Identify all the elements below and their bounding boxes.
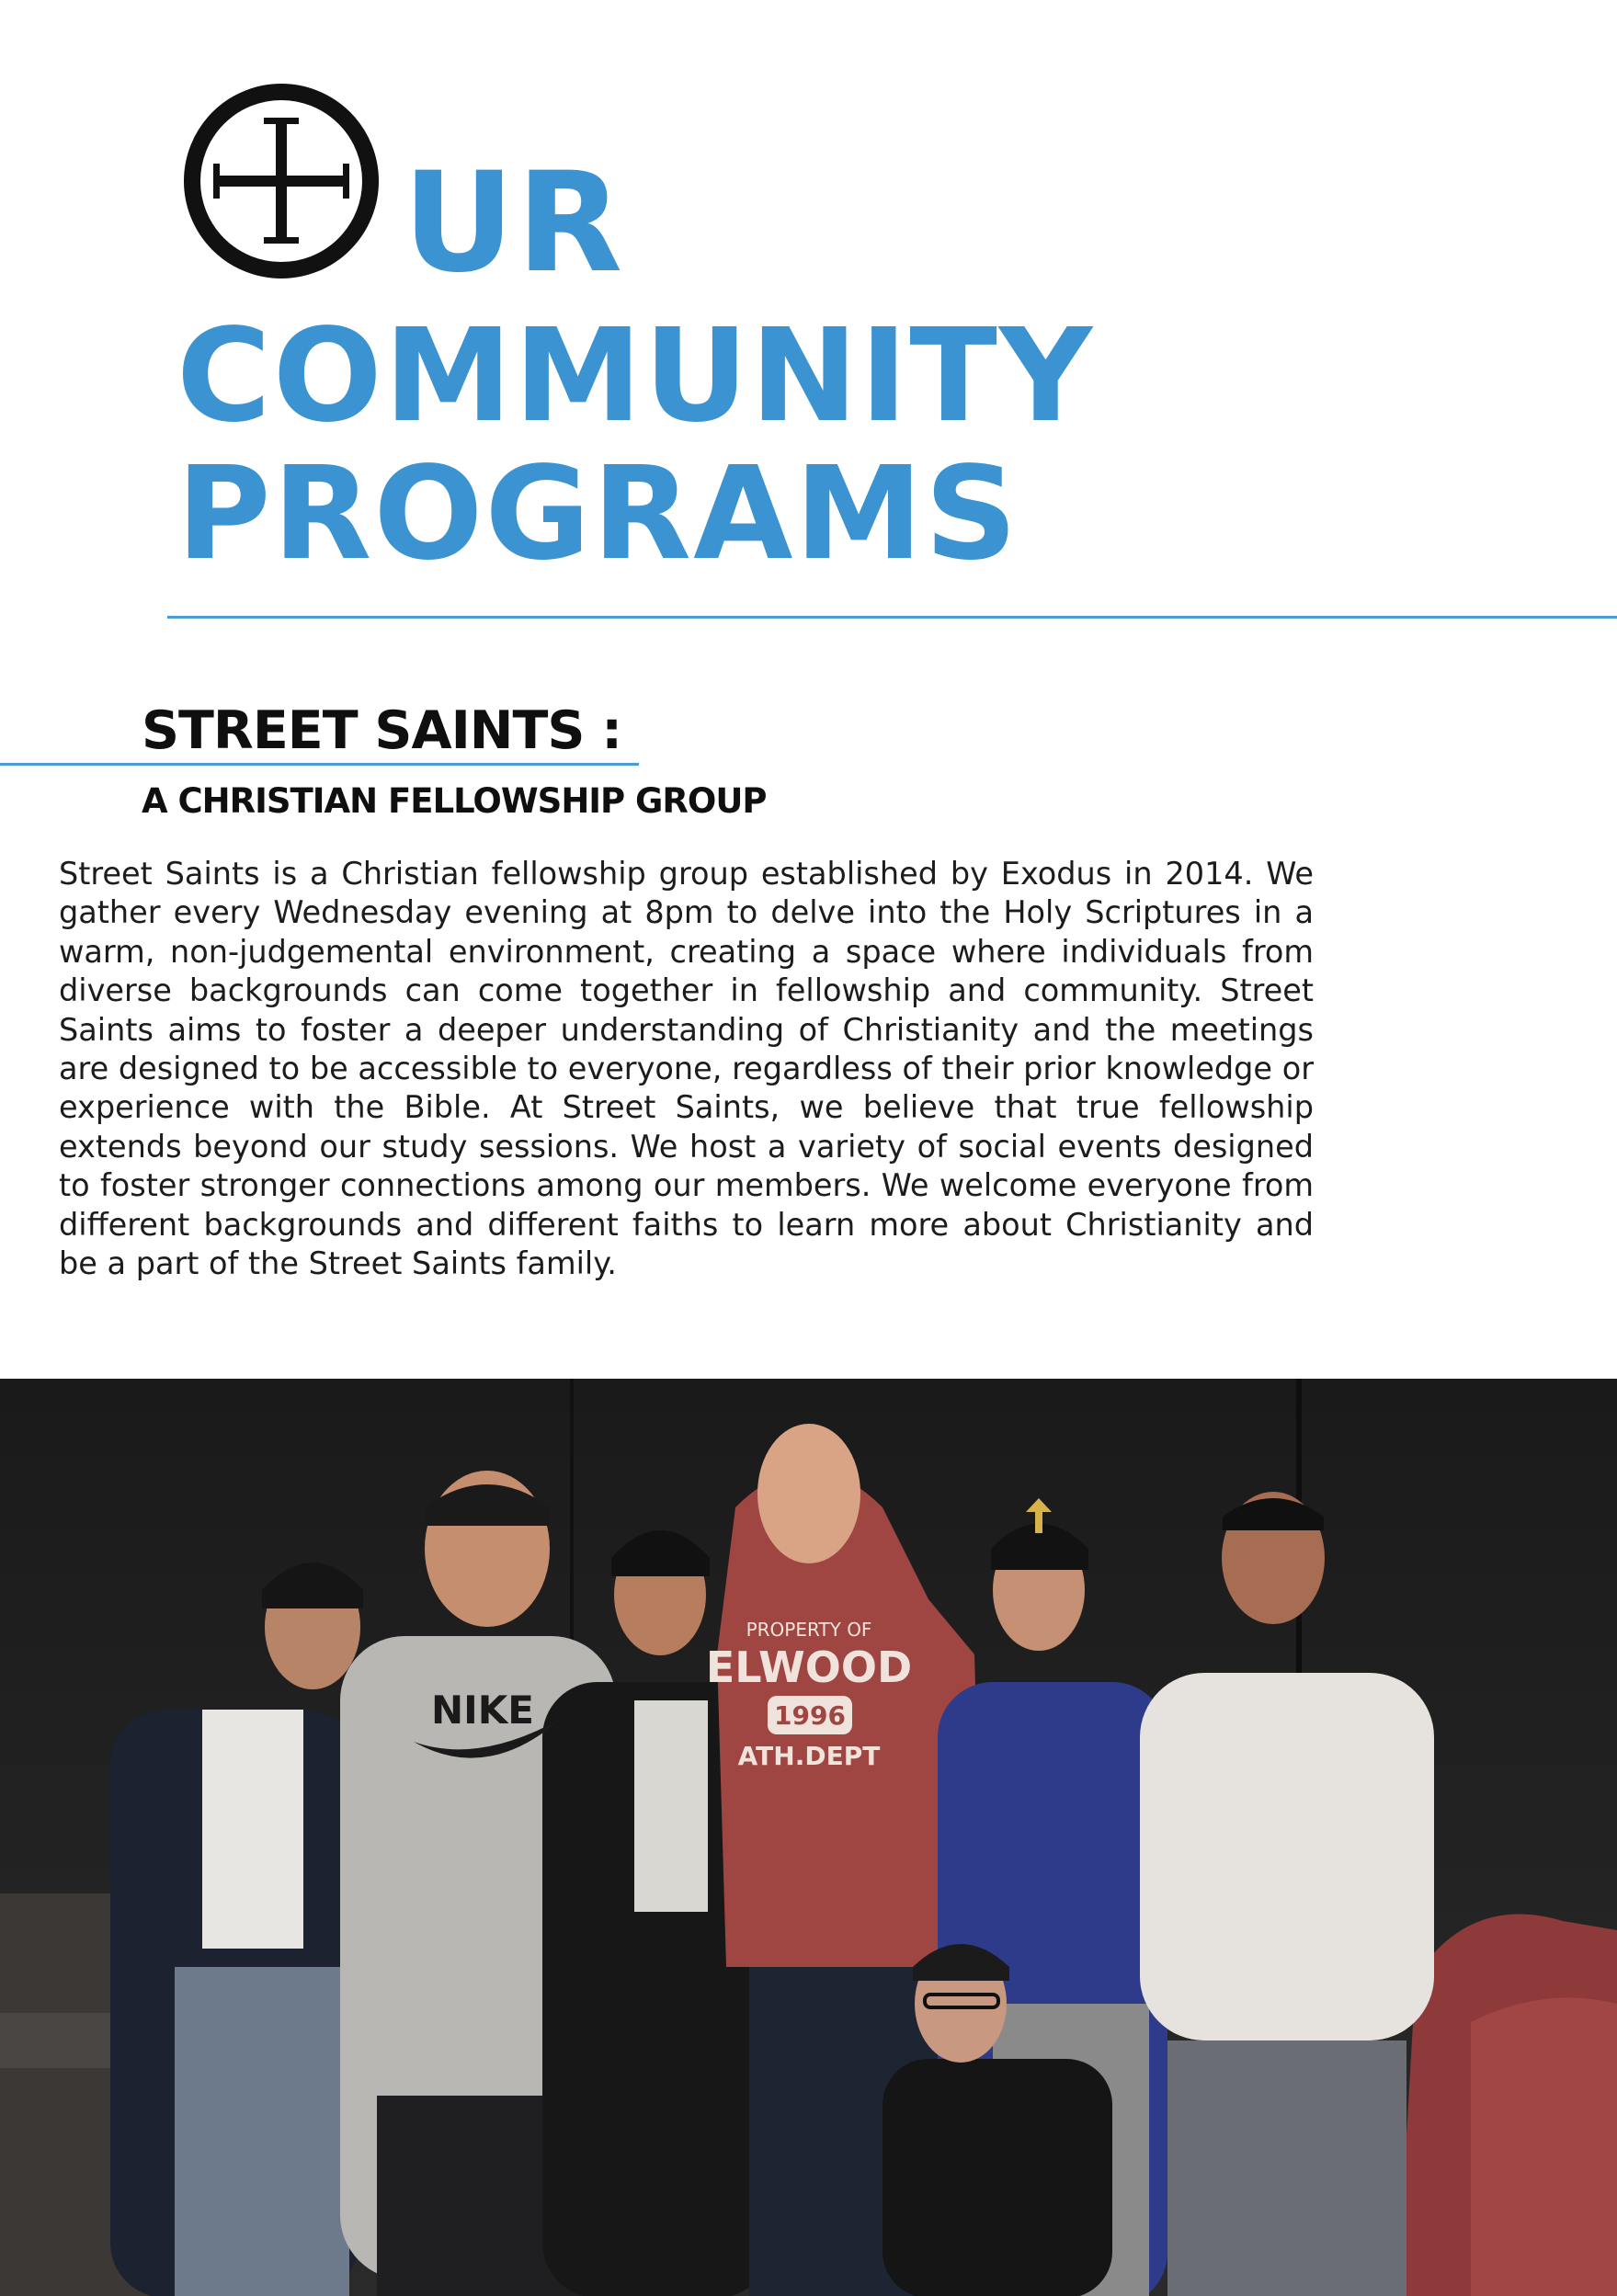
shirt-text-1: PROPERTY OF (746, 1619, 872, 1641)
shirt-text-4: ATH.DEPT (737, 1741, 881, 1771)
page-title-line-2: COMMUNITY (177, 301, 1095, 451)
cross-in-circle-icon (177, 81, 390, 281)
section-subheading: A CHRISTIAN FELLOWSHIP GROUP (142, 781, 767, 821)
section-body-text: Street Saints is a Christian fellowship group established by Exodus in 2014. We gather every Wednesday evening at 8pm to delve into the Holy Scriptures in a warm, non-judgemental environment, creating a space where individuals from diverse backgrounds can come together in fellowship and community. Street Saints aims to foster a deeper understanding of Christianity and the meetings are designed to be accessible to everyone, regardless of their prior knowledge or experience with the Bible. At Street Saints, we believe that true fellowship extends beyond our study sessions. We host a variety of social events designed to foster stronger connections among our members. We welcome everyone from different backgrounds and different faiths to learn more about Christianity and be a part of the Street Saints family. (59, 856, 1314, 1282)
shirt-text-3: 1996 (774, 1700, 846, 1731)
page-title-line-1: UR (403, 143, 625, 303)
section-divider (0, 763, 639, 766)
section-heading: STREET SAINTS : (142, 700, 622, 761)
shirt-text-2: ELWOOD (705, 1642, 913, 1692)
page-title-line-3: PROGRAMS (177, 439, 1019, 589)
title-divider (167, 616, 1617, 619)
group-photo (0, 1379, 1617, 2296)
hoodie-logo: NIKE (430, 1688, 535, 1733)
